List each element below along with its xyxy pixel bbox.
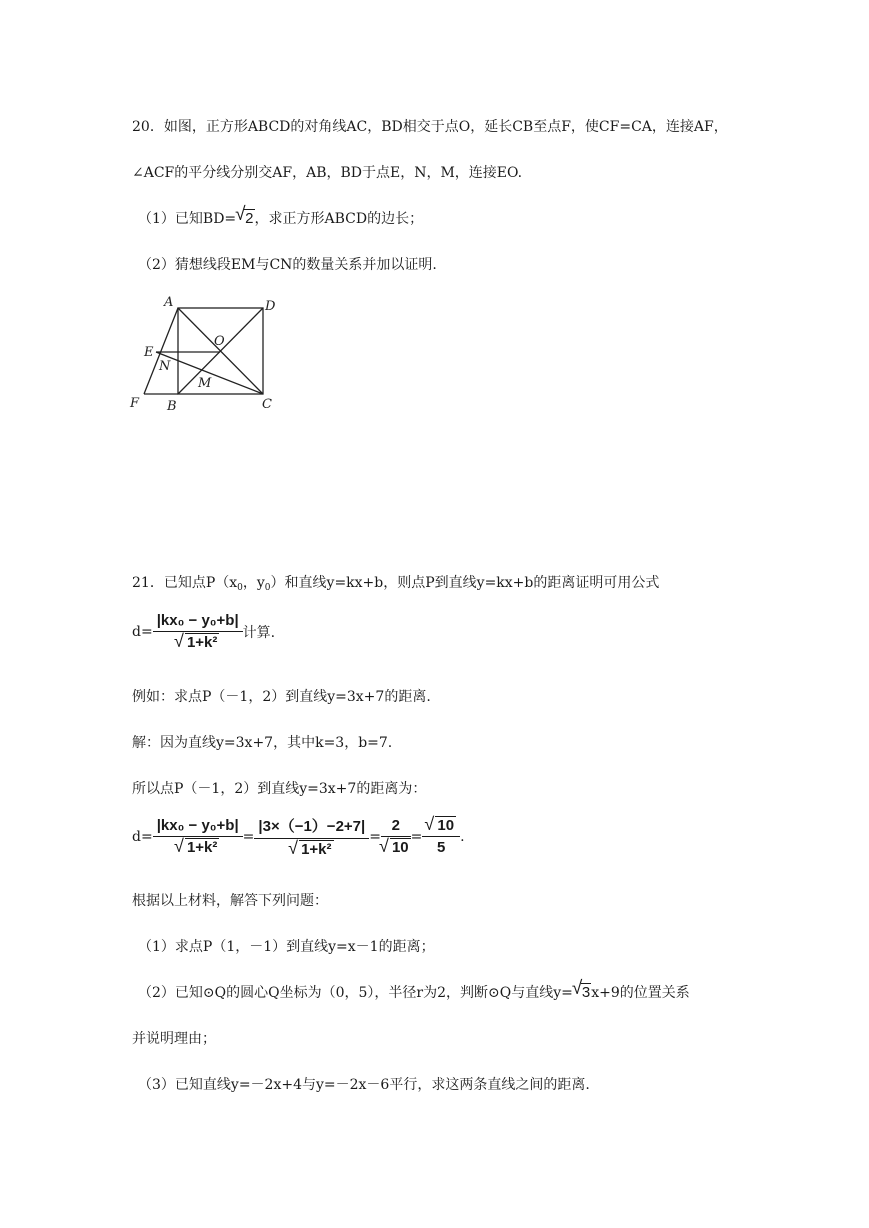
q20-part1-post: ，求正方形ABCD的边长； <box>254 211 424 227</box>
q21-part2-sqrt: √ 3 <box>573 984 591 1002</box>
q21-example-calculation: d= |kx₀ − y₀+b| √ 1+k² = |3×（−1）−2+7| √ 1+k² = 2 √ 10 = √ $\frac{10}{5}$ . <box>132 815 465 858</box>
label-C: C <box>262 397 272 412</box>
formula-suffix: 计算. <box>242 624 276 641</box>
label-E: E <box>144 345 154 360</box>
q21-part3: （3）已知直线y=－2x+4与y=－2x－6平行，求这两条直线之间的距离. <box>138 1077 590 1093</box>
formula-prefix: d= <box>132 623 153 640</box>
formula-fraction <box>153 612 243 651</box>
q21-part2: （2）已知⊙Q的圆心Q坐标为（0，5），半径r为2，判断⊙Q与直线y=√ 3x+9的位置关系 <box>138 984 690 1002</box>
q21-part2-cont: 并说明理由； <box>132 1031 216 1047</box>
q21-part1: （1）求点P（1，－1）到直线y=x－1的距离； <box>138 939 435 955</box>
q21-solution1: 解：因为直线y=3x+7，其中k=3，b=7. <box>132 735 393 751</box>
label-N: N <box>159 359 171 374</box>
label-O: O <box>214 334 225 349</box>
label-F: F <box>130 396 140 411</box>
label-M: M <box>198 376 212 391</box>
q21-example: 例如：求点P（－1，2）到直线y=3x+7的距离. <box>132 689 431 705</box>
calc-fraction-1: |kx₀ − y₀+b| √ 1+k² <box>153 817 243 856</box>
formula-denominator: 1+k² <box>186 634 218 651</box>
q20-part1-pre: （1）已知BD= <box>138 211 237 227</box>
q20-part1-sqrt: √ 2 <box>236 210 254 228</box>
q21-line1: 21．已知点$P(x_0$，$y_0$）和直线y=kx+b，则点P到直线y=kx+b的距离证明可用公式 <box>132 575 660 593</box>
q21-intro: 根据以上材料，解答下列问题： <box>132 893 328 909</box>
q20-part1 <box>138 210 423 228</box>
label-D: D <box>265 299 276 314</box>
label-B: B <box>167 399 177 414</box>
q21-distance-formula <box>132 612 275 651</box>
label-A: A <box>164 295 174 310</box>
q20-figure <box>126 290 286 420</box>
calc-fraction-3: 2 √ 10 <box>381 817 411 856</box>
q20-part2: （2）猜想线段EM与CN的数量关系并加以证明. <box>138 257 437 273</box>
calc-fraction-2: |3×（−1）−2+7| √ 1+k² <box>254 815 369 858</box>
q20-line2: ∠ACF的平分线分别交AF，AB，BD于点E，N，M，连接EO. <box>132 165 523 181</box>
calc-fraction-4: √ $\frac{10}{5}$ <box>422 817 460 856</box>
formula-numerator: |kx₀ − y₀+b| <box>153 612 243 632</box>
q21-solution2: 所以点P（－1，2）到直线y=3x+7的距离为： <box>132 781 427 797</box>
q20-line1: 20．如图，正方形ABCD的对角线AC，BD相交于点O，延长CB至点F，使CF=CA，连接AF， <box>132 119 728 135</box>
